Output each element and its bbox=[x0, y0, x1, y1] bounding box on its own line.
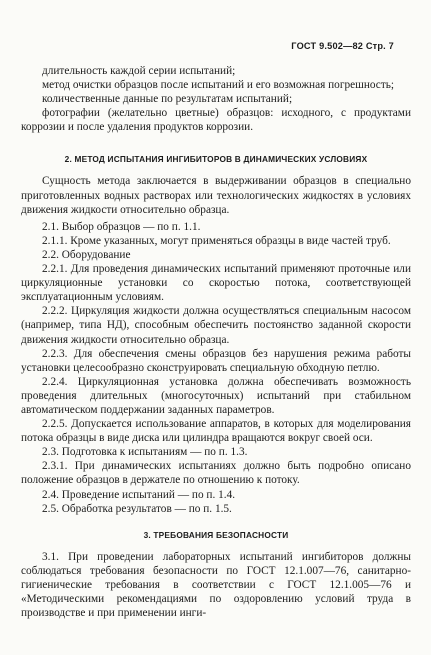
paragraph: 2.1. Выбор образцов — по п. 1.1. bbox=[42, 220, 201, 233]
paragraph: 2.4. Проведение испытаний — по п. 1.4. bbox=[42, 488, 236, 501]
section-3-title: 3. ТРЕБОВАНИЯ БЕЗОПАСНОСТИ bbox=[143, 529, 289, 540]
paragraph: 2.3.1. При динамических испытаниях должно быть подробно описано положение образцов в держателе по отношению к потоку. bbox=[21, 460, 411, 487]
paragraph: 3.1. При проведении лабораторных испытаний ингибиторов должны соблюдаться требования безопасности по ГОСТ 12.1.007—76, санитарно-гигиенические требования в соответствии с ГОСТ 12.1.005—76 и «Методическими рекомендациями по оздоровлению условий труда в производстве и при применении инги- bbox=[21, 550, 411, 620]
paragraph: 2.5. Обработка результатов — по п. 1.5. bbox=[42, 502, 232, 515]
paragraph: 2.2.2. Циркуляция жидкости должна осуществляться специальным насосом (например, типа НД), способным обеспечить постоянство заданной скорости движения жидкости относительно образца. bbox=[21, 305, 411, 346]
paragraph: 2.2.1. Для проведения динамических испытаний применяют проточные или циркуляционные установки со скоростью потока, соответствующей эксплуатационным условиям. bbox=[21, 263, 411, 304]
page-header: ГОСТ 9.502—82 Стр. 7 bbox=[291, 41, 394, 51]
paragraph: 2.1.1. Кроме указанных, могут применяться образцы в виде частей труб. bbox=[42, 234, 391, 247]
intro-item: фотографии (желательно цветные) образцов: исходного, с продуктами коррозии и после удаления продуктов коррозии. bbox=[21, 107, 411, 134]
paragraph: 2.2.4. Циркуляционная установка должна обеспечивать возможность проведения длительных (многосуточных) испытаний при стабильном автоматическом поддержании заданных параметров. bbox=[21, 375, 411, 416]
paragraph: 2.2.3. Для обеспечения смены образцов без нарушения режима работы установки целесообразно сконструировать специальную обходную петлю. bbox=[21, 347, 411, 374]
document-body bbox=[21, 64, 411, 620]
intro-item: количественные данные по результатам испытаний; bbox=[42, 93, 293, 106]
paragraph: 2.2.5. Допускается использование аппаратов, в которых для моделирования потока образцы в виде диска или цилиндра вращаются вокруг своей оси. bbox=[21, 418, 411, 445]
intro-item: длительность каждой серии испытаний; bbox=[42, 65, 236, 77]
paragraph: 2.2. Оборудование bbox=[42, 248, 131, 261]
intro-item: метод очистки образцов после испытаний и его возможная погрешность; bbox=[42, 79, 395, 92]
paragraph: Сущность метода заключается в выдерживании образцов в специально приготовленных водных растворах или технологических жидкостях в условиях движения жидкости относительно образца. bbox=[21, 175, 411, 216]
paragraph: 2.3. Подготовка к испытаниям — по п. 1.3. bbox=[42, 446, 248, 459]
section-2-title: 2. МЕТОД ИСПЫТАНИЯ ИНГИБИТОРОВ В ДИНАМИЧЕСКИХ УСЛОВИЯХ bbox=[64, 154, 368, 165]
